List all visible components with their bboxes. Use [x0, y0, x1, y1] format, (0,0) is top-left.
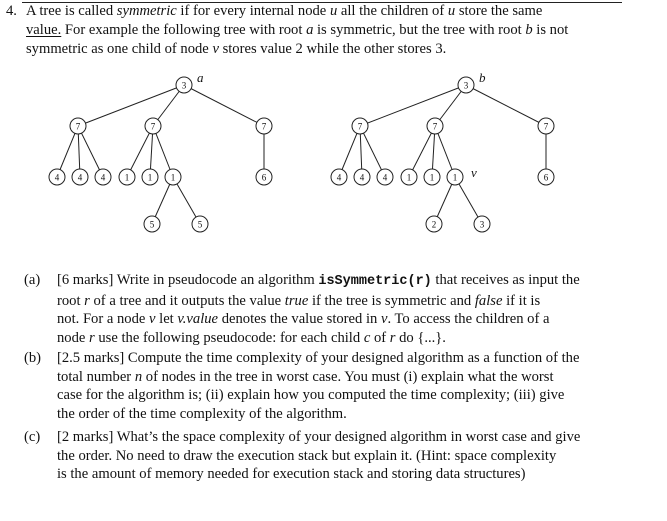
- intro-text: all the children of: [337, 3, 448, 19]
- part-b-tag: (b): [24, 350, 42, 366]
- part-a-text: if it is: [502, 292, 541, 309]
- part-a-text: of a tree and it outputs the value: [89, 292, 285, 309]
- tree-node-value: 7: [75, 121, 81, 132]
- tree-node-value: 1: [406, 172, 412, 183]
- part-b-text: case for the algorithm is; (ii) explain how you computed the time complexity; (iii) give: [57, 387, 565, 403]
- question-number: 4.: [6, 3, 17, 19]
- tree-node-value: 4: [77, 172, 83, 183]
- node-v-label: v: [471, 165, 477, 180]
- tree-node-value: 6: [543, 172, 549, 183]
- tree-node-value: 1: [170, 172, 176, 183]
- part-b-var: n: [134, 368, 143, 385]
- intro-var: u: [447, 3, 456, 19]
- part-a-text: that receives as input the: [431, 272, 580, 288]
- intro-text: For example the following tree with root: [61, 22, 307, 38]
- intro-text: if for every internal node: [176, 3, 330, 19]
- part-a-var: v.value: [177, 311, 219, 327]
- tree-node-value: 7: [150, 121, 156, 132]
- tree-node-value: 5: [149, 219, 155, 230]
- part-a-text: of: [370, 329, 390, 346]
- tree-node-value: 3: [463, 80, 469, 91]
- part-a-text: let: [155, 311, 178, 327]
- part-a-var: v: [380, 311, 388, 327]
- tree-node-value: 7: [261, 121, 267, 132]
- part-c-body: [57, 428, 624, 484]
- intro-text: A tree is called: [26, 3, 117, 19]
- tree-node-value: 6: [261, 172, 267, 183]
- intro-var: v: [212, 41, 219, 57]
- intro-var: u: [329, 3, 338, 19]
- part-a-var: r: [89, 329, 95, 346]
- part-a-text: use the following pseudocode: for each child: [94, 329, 364, 346]
- part-c-text: the order. No need to draw the execution stack but explain it. (Hint: space complexity: [57, 447, 557, 464]
- tree-node-value: 4: [54, 172, 60, 183]
- part-c-text: [2 marks] What’s the space complexity of your designed algorithm in worst case and give: [57, 429, 581, 445]
- tree-node-value: 7: [543, 121, 549, 132]
- tree-node-value: 4: [100, 172, 106, 183]
- part-a-body: [57, 271, 624, 347]
- tree-node-value: 1: [452, 172, 458, 183]
- tree-node-value: 1: [429, 172, 435, 183]
- intro-var: b: [525, 22, 533, 38]
- part-a-text: do {...}.: [395, 329, 446, 346]
- tree-node-value: 3: [181, 80, 187, 91]
- part-a-true: true: [284, 292, 309, 309]
- tree-node-value: 2: [431, 219, 437, 230]
- part-a-var: v: [149, 311, 156, 327]
- part-c-text: is the amount of memory needed for execution stack and storing data structures): [57, 466, 526, 482]
- tree-node-value: 1: [147, 172, 153, 183]
- part-b-text: [2.5 marks] Compute the time complexity of your designed algorithm as a function of the: [57, 350, 580, 366]
- tree-node-value: 7: [357, 121, 363, 132]
- intro-underlined: value.: [26, 22, 62, 38]
- part-a-text: node: [57, 329, 90, 346]
- intro-text: is symmetric, but the tree with root: [313, 22, 526, 38]
- tree-edge: [184, 85, 264, 126]
- tree-node-value: 1: [124, 172, 130, 183]
- tree-node-value: 7: [432, 121, 438, 132]
- part-b-text: of nodes in the tree in worst case. You must (i) explain what the worst: [142, 368, 554, 385]
- tree-node-value: 4: [382, 172, 388, 183]
- function-name: isSymmetric(r): [318, 274, 432, 289]
- part-a-text: [6 marks] Write in pseudocode an algorithm: [57, 272, 319, 288]
- intro-line-2: [26, 21, 568, 40]
- part-a-text: . To access the children of a: [387, 311, 550, 327]
- part-b-body: [57, 349, 624, 423]
- part-c-tag: (c): [24, 429, 41, 445]
- example-trees-figure: [0, 60, 667, 245]
- part-a-text: if the tree is symmetric and: [308, 292, 475, 309]
- intro-text: symmetric as one child of node: [26, 41, 213, 57]
- intro-var: a: [306, 22, 314, 38]
- tree-a-root-label: a: [197, 70, 204, 85]
- part-a-var: r: [84, 292, 90, 309]
- tree-b-root-label: b: [479, 70, 486, 85]
- intro-line-1: [26, 2, 542, 21]
- intro-text: store the same: [455, 3, 543, 19]
- part-b-text: the order of the time complexity of the algorithm.: [57, 405, 347, 422]
- tree-node-value: 3: [479, 219, 485, 230]
- intro-term: symmetric: [116, 3, 177, 19]
- part-a-var: c: [363, 329, 371, 346]
- intro-text: is not: [532, 22, 569, 38]
- part-b-text: total number: [57, 368, 135, 385]
- tree-node-value: 4: [359, 172, 365, 183]
- intro-text: stores value 2 while the other stores 3.: [218, 41, 447, 57]
- tree-edge: [466, 85, 546, 126]
- part-a-text: not. For a node: [57, 311, 150, 327]
- tree-node-value: 5: [197, 219, 203, 230]
- part-a-var: r: [389, 329, 396, 346]
- part-a-text: root: [57, 292, 85, 309]
- intro-line-3: [26, 40, 446, 59]
- tree-node-value: 4: [336, 172, 342, 183]
- part-a-false: false: [474, 292, 503, 309]
- part-a-text: denotes the value stored in: [218, 311, 381, 327]
- part-a-tag: (a): [24, 272, 41, 288]
